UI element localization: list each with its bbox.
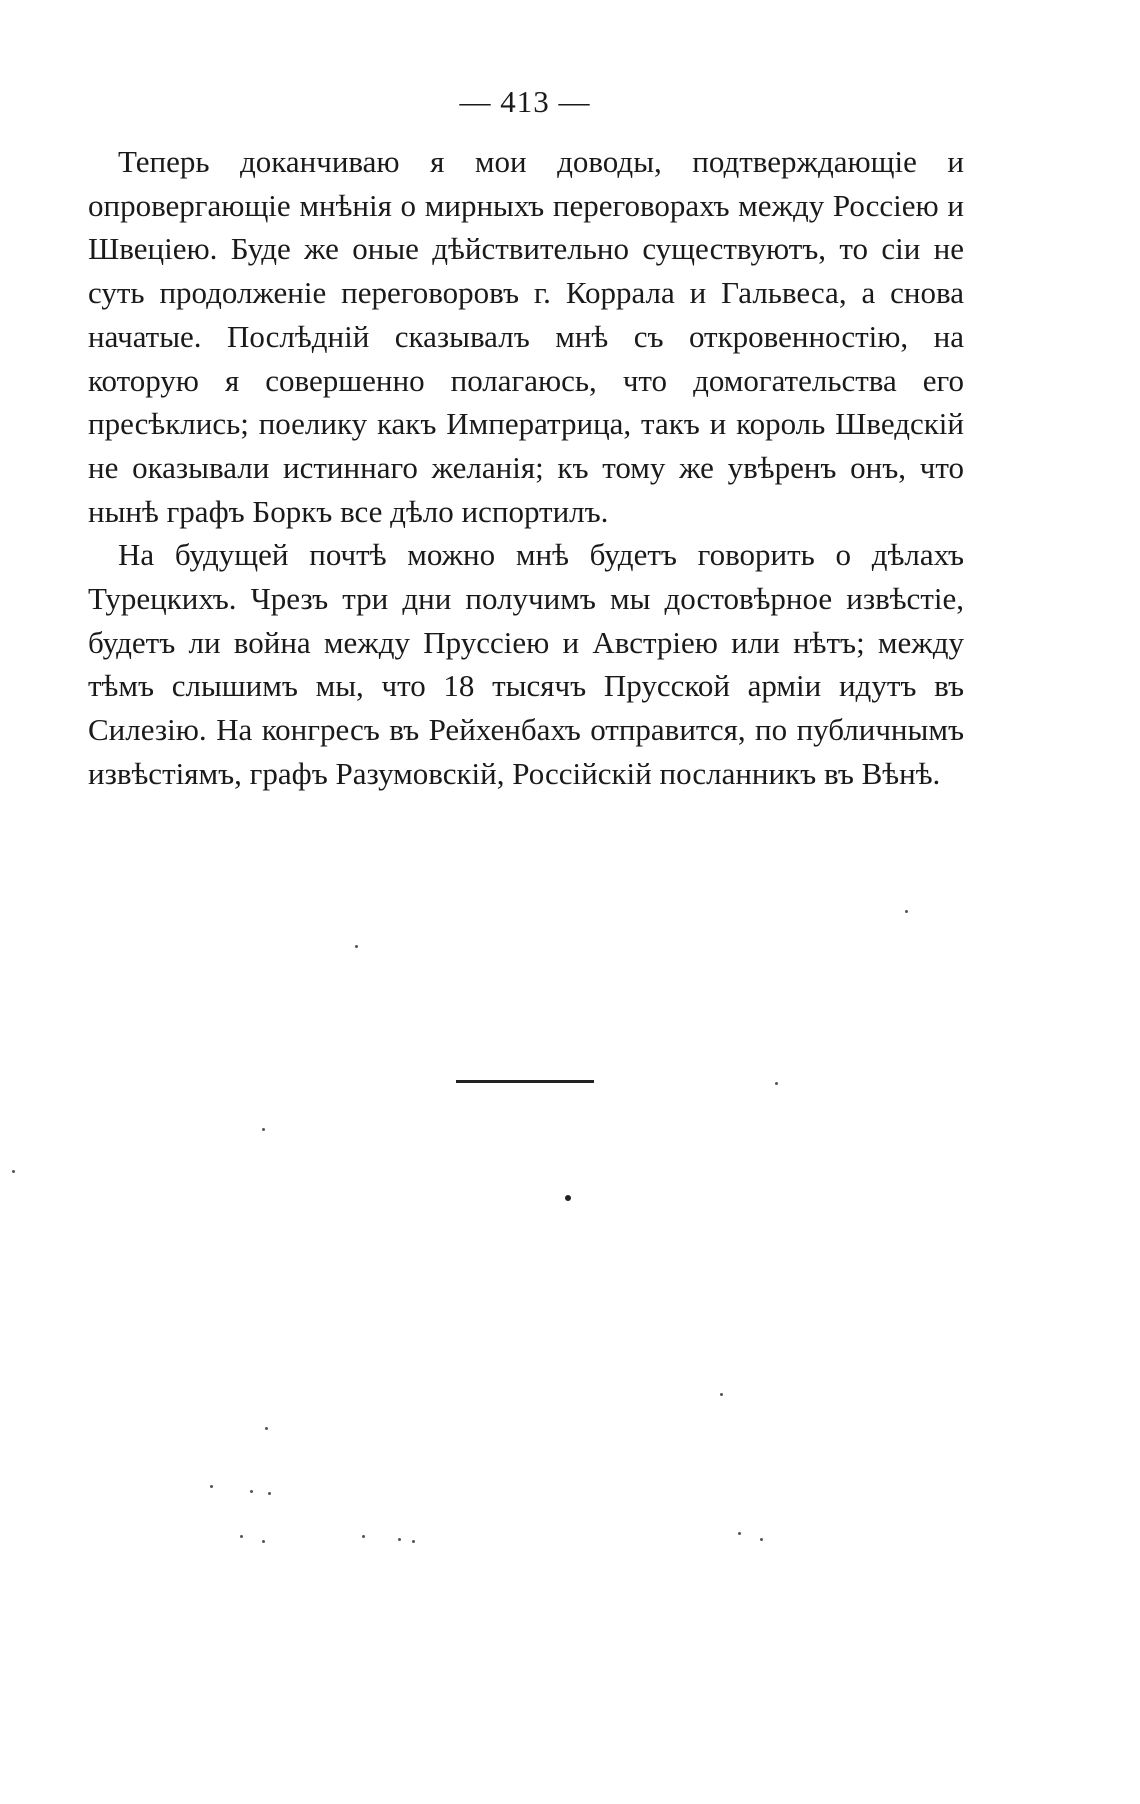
scan-speck (905, 910, 908, 913)
scan-speck (565, 1195, 571, 1201)
scan-speck (355, 945, 358, 948)
scan-speck (262, 1540, 265, 1543)
scan-speck (775, 1082, 778, 1085)
scan-speck (240, 1535, 243, 1538)
body-text (88, 140, 964, 796)
scan-speck (398, 1538, 401, 1541)
section-end-rule (456, 1080, 594, 1083)
scan-speck (262, 1128, 265, 1131)
paragraph-2: На будущей почтѣ можно мнѣ будетъ говорить о дѣлахъ Турецкихъ. Чрезъ три дни получимъ мы достовѣрное извѣстіе, будетъ ли война между Пруссіею и Австріею или нѣтъ; между тѣмъ слышимъ мы, что 18 тысячъ Прусской арміи идутъ въ Силезію. На конгресъ въ Рейхенбахъ отправится, по публичнымъ извѣстіямъ, графъ Разумовскій, Россійскій посланникъ въ Вѣнѣ. (88, 537, 964, 791)
scan-speck (210, 1485, 213, 1488)
scan-speck (265, 1427, 268, 1430)
scan-speck (412, 1540, 415, 1543)
scan-speck (738, 1532, 741, 1535)
scan-speck (12, 1170, 15, 1173)
paragraph-1: Теперь доканчиваю я мои доводы, подтверждающіе и опровергающіе мнѣнія о мирныхъ переговорахъ между Россіею и Швеціею. Буде же оные дѣйствительно существуютъ, то сіи не суть продолженіе переговоровъ г. Коррала и Гальвеса, а снова начатые. Послѣдній сказывалъ мнѣ съ откровенностію, на которую я совершенно полагаюсь, что домогательства его пресѣклись; поелику какъ Императрица, такъ и король Шведскій не оказывали истиннаго желанія; къ тому же увѣренъ онъ, что нынѣ графъ Боркъ все дѣло испортилъ. (88, 144, 964, 529)
scan-speck (760, 1538, 763, 1541)
scan-speck (362, 1535, 365, 1538)
scan-speck (720, 1393, 723, 1396)
scan-speck (250, 1490, 253, 1493)
scan-speck (268, 1492, 271, 1495)
page-number: — 413 — (459, 84, 591, 119)
